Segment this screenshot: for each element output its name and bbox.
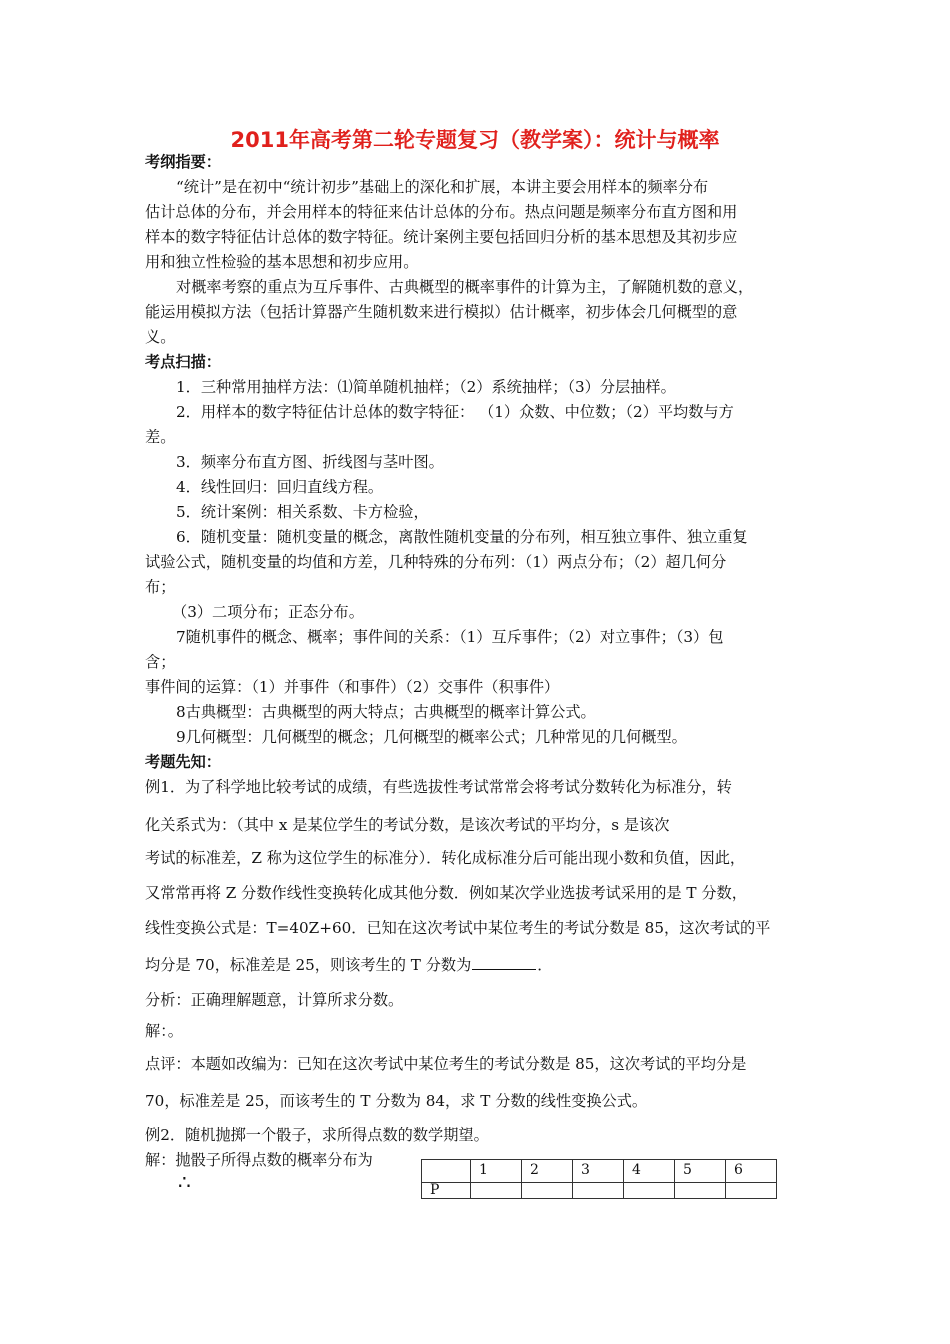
scan-item: 5．统计案例：相关系数、卡方检验， xyxy=(176,503,429,521)
scan-item: 9几何概型：几何概型的概念；几何概型的概率公式；几种常见的几何概型。 xyxy=(176,728,687,746)
outline-p2-line: 能运用模拟方法（包括计算器产生随机数来进行模拟）估计概率，初步体会几何概型的意 xyxy=(145,303,738,321)
scan-item: （3）二项分布；正态分布。 xyxy=(172,603,364,621)
table-cell xyxy=(522,1183,573,1199)
example1-line: 考试的标准差，Z 称为这位学生的标准分）．转化成标准分后可能出现小数和负值，因此， xyxy=(145,849,746,867)
scan-item: 布； xyxy=(145,578,176,596)
outline-p1-line: 样本的数字特征估计总体的数字特征。统计案例主要包括回归分析的基本思想及其初步应 xyxy=(145,228,738,246)
table-cell xyxy=(726,1183,777,1199)
outline-p2-line: 对概率考察的重点为互斥事件、古典概型的概率事件的计算为主，了解随机数的意义， xyxy=(176,278,754,296)
example1-line: 化关系式为：（其中 x 是某位学生的考试分数，是该次考试的平均分，s 是该次 xyxy=(145,816,670,834)
scan-item: 试验公式，随机变量的均值和方差，几种特殊的分布列：（1）两点分布；（2）超几何分 xyxy=(145,553,727,571)
table-cell xyxy=(624,1183,675,1199)
example2-solution-line: 解：抛骰子所得点数的概率分布为 xyxy=(145,1151,373,1169)
scan-item: 差。 xyxy=(145,428,176,446)
scan-item: 事件间的运算：（1）并事件（和事件）（2）交事件（积事件） xyxy=(145,678,560,696)
scan-item: 2．用样本的数字特征估计总体的数字特征： （1）众数、中位数；（2）平均数与方 xyxy=(176,403,734,421)
scan-item: 1．三种常用抽样方法：⑴简单随机抽样；（2）系统抽样；（3）分层抽样。 xyxy=(176,378,676,396)
therefore-symbol: ∴ xyxy=(178,1170,191,1194)
table-cell xyxy=(471,1183,522,1199)
scan-heading: 考点扫描： xyxy=(145,353,221,371)
exam-heading: 考题先知： xyxy=(145,753,221,771)
scan-item: 6．随机变量：随机变量的概念，离散性随机变量的分布列，相互独立事件、独立重复 xyxy=(176,528,748,546)
document-title: 2011年高考第二轮专题复习（教学案）：统计与概率 xyxy=(230,128,720,152)
outline-p2-line: 义。 xyxy=(145,328,176,346)
table-cell: 3 xyxy=(573,1160,624,1183)
table-cell: 5 xyxy=(675,1160,726,1183)
example1-line: 例1．为了科学地比较考试的成绩，有些选拔性考试常常会将考试分数转化为标准分，转 xyxy=(145,778,732,796)
analysis-line: 分析：正确理解题意，计算所求分数。 xyxy=(145,991,404,1009)
solution-line: 解：。 xyxy=(145,1022,183,1040)
table-cell: 1 xyxy=(471,1160,522,1183)
table-cell xyxy=(573,1183,624,1199)
example1-end-mark: ． xyxy=(537,956,553,974)
table-cell: P xyxy=(422,1183,471,1199)
scan-item: 3．频率分布直方图、折线图与茎叶图。 xyxy=(176,453,444,471)
table-cell xyxy=(675,1183,726,1199)
example2-line: 例2．随机抛掷一个骰子，求所得点数的数学期望。 xyxy=(145,1126,489,1144)
probability-distribution-table xyxy=(421,1159,777,1199)
example1-line xyxy=(145,955,552,975)
scan-item: 8古典概型：古典概型的两大特点；古典概型的概率计算公式。 xyxy=(176,703,596,721)
example1-line: 又常常再将 Z 分数作线性变换转化成其他分数．例如某次学业选拔考试采用的是 T 分数， xyxy=(145,884,747,902)
table-cell xyxy=(422,1160,471,1183)
answer-blank xyxy=(472,955,536,970)
example1-line: 线性变换公式是：T=40Z+60．已知在这次考试中某位考生的考试分数是 85，这次考试的平 xyxy=(145,919,771,937)
scan-item: 含； xyxy=(145,653,176,671)
comment-line: 点评：本题如改编为：已知在这次考试中某位考生的考试分数是 85，这次考试的平均分是 xyxy=(145,1055,747,1073)
table-cell: 6 xyxy=(726,1160,777,1183)
table-cell: 2 xyxy=(522,1160,573,1183)
table-cell: 4 xyxy=(624,1160,675,1183)
outline-p1-line: “统计”是在初中“统计初步”基础上的深化和扩展，本讲主要会用样本的频率分布 xyxy=(176,178,709,196)
table-row xyxy=(422,1160,777,1183)
table-row xyxy=(422,1183,777,1199)
comment-line: 70，标准差是 25，而该考生的 T 分数为 84，求 T 分数的线性变换公式。 xyxy=(145,1092,648,1110)
outline-p1-line: 用和独立性检验的基本思想和初步应用。 xyxy=(145,253,419,271)
outline-heading: 考纲指要： xyxy=(145,153,221,171)
example1-question-text: 均分是 70，标准差是 25，则该考生的 T 分数为 xyxy=(145,956,472,974)
outline-p1-line: 估计总体的分布，并会用样本的特征来估计总体的分布。热点问题是频率分布直方图和用 xyxy=(145,203,738,221)
scan-item: 7随机事件的概念、概率；事件间的关系：（1）互斥事件；（2）对立事件；（3）包 xyxy=(176,628,724,646)
scan-item: 4．线性回归：回归直线方程。 xyxy=(176,478,384,496)
